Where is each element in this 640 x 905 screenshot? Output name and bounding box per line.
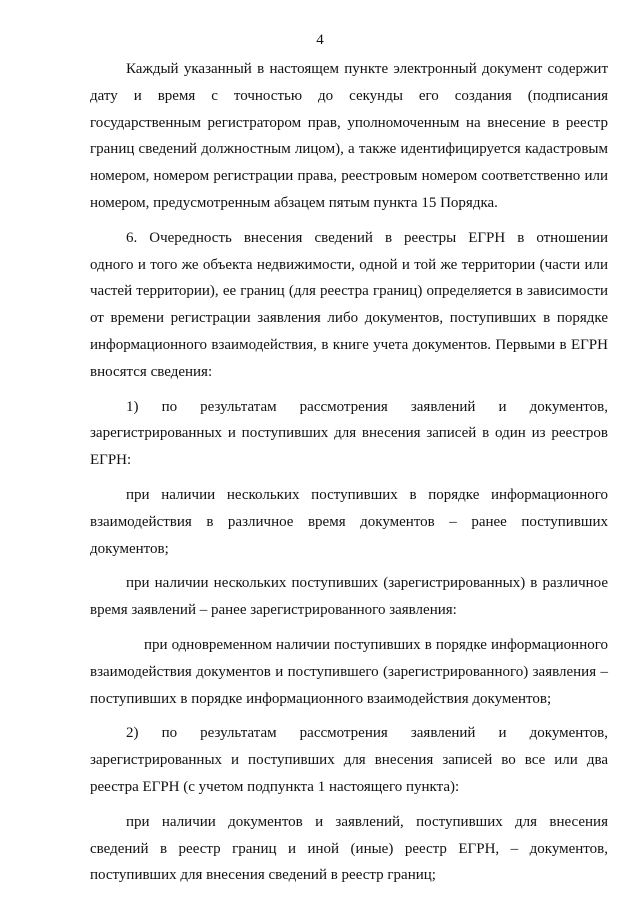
- paragraph-line: Каждый указанный в настоящем пункте электронный документ содержит: [126, 61, 608, 77]
- paragraph-line: 2) по результатам рассмотрения заявлений и документов,: [126, 725, 608, 742]
- paragraph-line: зарегистрированных и поступивших для внесения записей во все или два: [90, 752, 608, 769]
- paragraph: [90, 482, 608, 562]
- paragraph-line: документов;: [90, 540, 169, 557]
- page-number: 4: [316, 32, 324, 48]
- paragraph-line: при наличии нескольких поступивших (зарегистрированных) в различное: [126, 575, 608, 592]
- paragraph-gap: [90, 386, 608, 394]
- paragraph-line: ЕГРН:: [90, 452, 132, 469]
- paragraph: [90, 809, 608, 889]
- paragraph-line: номером, предусмотренным абзацем пятым пункта 15 Порядка.: [90, 194, 498, 211]
- paragraph-line: номером, номером регистрации права, реестровым номером соответственно или: [90, 168, 608, 185]
- document-body: [90, 56, 608, 889]
- paragraph-gap: [90, 801, 608, 809]
- paragraph-line: поступивших в порядке информационного взаимодействия документов;: [90, 690, 552, 707]
- paragraph-line: сведений в реестр границ и иной (иные) реестр ЕГРН, – документов,: [90, 840, 608, 857]
- paragraph-line: взаимодействия документов и поступившего (зарегистрированного) заявления –: [90, 663, 608, 680]
- paragraph-line: взаимодействия в различное время документов – ранее поступивших: [90, 513, 608, 530]
- paragraph-line: при одновременном наличии поступивших в порядке информационного: [144, 636, 608, 653]
- paragraph-gap: [90, 624, 608, 632]
- paragraph-line: вносятся сведения:: [90, 363, 213, 380]
- paragraph-line: время заявлений – ранее зарегистрированного заявления:: [90, 602, 457, 619]
- paragraph-line: информационного взаимодействия, в книге учета документов. Первыми в ЕГРН: [90, 336, 608, 353]
- paragraph-line: 6. Очередность внесения сведений в реестры ЕГРН в отношении: [126, 229, 608, 246]
- paragraph-gap: [90, 474, 608, 482]
- paragraph-gap: [90, 217, 608, 225]
- paragraph-line: частей территории), ее границ (для реестра границ) определяется в зависимости: [90, 283, 608, 300]
- paragraph-line: при наличии документов и заявлений, поступивших для внесения: [126, 813, 608, 830]
- paragraph: [90, 394, 608, 474]
- paragraph: [90, 225, 608, 386]
- paragraph-line: зарегистрированных и поступивших для внесения записей в один из реестров: [90, 425, 608, 442]
- paragraph-gap: [90, 712, 608, 720]
- paragraph-line: поступивших для внесения сведений в реестр границ;: [90, 867, 436, 884]
- paragraph: [90, 56, 608, 217]
- paragraph-line: границ сведений должностным лицом), а также идентифицируется кадастровым: [90, 141, 608, 158]
- paragraph-gap: [90, 562, 608, 570]
- paragraph-line: при наличии нескольких поступивших в порядке информационного: [126, 486, 608, 503]
- paragraph-line: от времени регистрации заявления либо документов, поступивших в порядке: [90, 310, 608, 327]
- paragraph-line: дату и время с точностью до секунды его создания (подписания: [90, 87, 608, 104]
- paragraph: [90, 632, 608, 712]
- paragraph-line: реестра ЕГРН (с учетом подпункта 1 настоящего пункта):: [90, 778, 460, 795]
- paragraph: [90, 720, 608, 800]
- paragraph: [90, 570, 608, 624]
- paragraph-line: одного и того же объекта недвижимости, одной и той же территории (части или: [90, 256, 608, 273]
- paragraph-line: 1) по результатам рассмотрения заявлений и документов,: [126, 398, 608, 415]
- paragraph-line: государственным регистратором прав, уполномоченным на внесение в реестр: [90, 114, 608, 131]
